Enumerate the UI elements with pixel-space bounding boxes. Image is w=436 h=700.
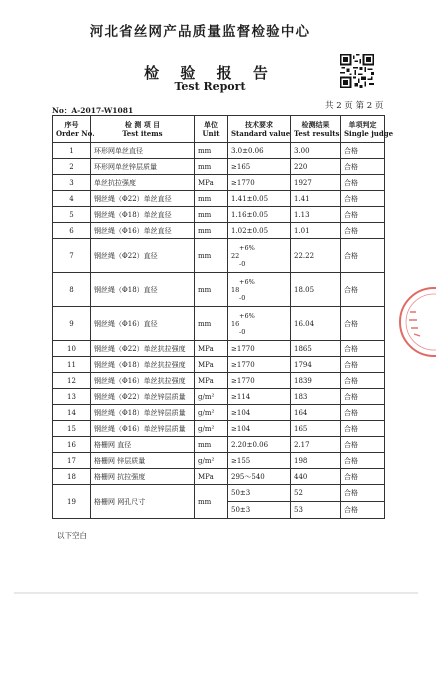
table-header-row [53,116,385,143]
tolerance-cell: +6% 18 -0 [228,273,291,307]
table-row: 11 钢丝绳（Φ18）单丝抗拉强度 MPa ≥1770 1794 合格 [53,357,385,373]
table-row: 17 格栅网 锌层质量 g/m² ≥155 198 合格 [53,453,385,469]
blank-below-note: 以下空白 [57,531,87,540]
table-row-sub: 50±3 53 合格 [53,502,385,519]
report-title-en: Test Report [174,80,246,93]
table-row: 13 钢丝绳（Φ22）单丝锌层质量 g/m² ≥114 183 合格 [53,389,385,405]
table-row: 16 格栅网 直径 mm 2.20±0.06 2.17 合格 [53,437,385,453]
table-row: 10 钢丝绳（Φ22）单丝抗拉强度 MPa ≥1770 1865 合格 [53,341,385,357]
test-results-table [52,115,394,519]
header-judge: 单项判定 Single judge [341,116,385,143]
header-results: 检测结果 Test results [291,116,341,143]
table-row: 18 格栅网 抗拉强度 MPa 295～540 440 合格 [53,469,385,485]
table-row: 15 钢丝绳（Φ16）单丝锌层质量 g/m² ≥104 165 合格 [53,421,385,437]
header-order: 序号 Order No. [53,116,91,143]
tolerance-cell: +6% 16 -0 [228,307,291,341]
table-row: 3 单丝抗拉强度 MPa ≥1770 1927 合格 [53,175,385,191]
header-standard: 技术要求 Standard value [228,116,291,143]
table-row: 8 钢丝绳（Φ18）直径 mm +6% 18 -0 18.05 合格 [53,273,385,307]
red-seal-stamp-icon [396,282,436,362]
table-row: 7 钢丝绳（Φ22）直径 mm +6% 22 -0 22.22 合格 [53,239,385,273]
qr-code-icon [340,54,374,88]
table-row: 12 钢丝绳（Φ16）单丝抗拉强度 MPa ≥1770 1839 合格 [53,373,385,389]
report-title-cn: 检 验 报 告 [144,64,276,82]
table-row: 4 钢丝绳（Φ22）单丝直径 mm 1.41±0.05 1.41 合格 [53,191,385,207]
table-row: 6 钢丝绳（Φ16）单丝直径 mm 1.02±0.05 1.01 合格 [53,223,385,239]
header-item: 检 测 项 目 Test items [91,116,195,143]
table-row: 2 环形网单丝锌层质量 mm ≥165 220 合格 [53,159,385,175]
table-row: 1 环形网单丝直径 mm 3.0±0.06 3.00 合格 [53,143,385,159]
table-row: 9 钢丝绳（Φ16）直径 mm +6% 16 -0 16.04 合格 [53,307,385,341]
table-row: 5 钢丝绳（Φ18）单丝直径 mm 1.16±0.05 1.13 合格 [53,207,385,223]
paper-bottom-edge [14,592,418,594]
institution-name: 河北省丝网产品质量监督检验中心 [89,24,311,40]
tolerance-cell: +6% 22 -0 [228,239,291,273]
table-row: 14 钢丝绳（Φ18）单丝锌层质量 g/m² ≥104 164 合格 [53,405,385,421]
header-unit: 单位 Unit [195,116,228,143]
table-row: 19 格栅网 网孔尺寸 mm 50±3 52 合格 [53,485,385,502]
report-number: No：A-2017-W1081 [52,106,134,115]
page-info: 共 2 页 第 2 页 [325,101,384,111]
